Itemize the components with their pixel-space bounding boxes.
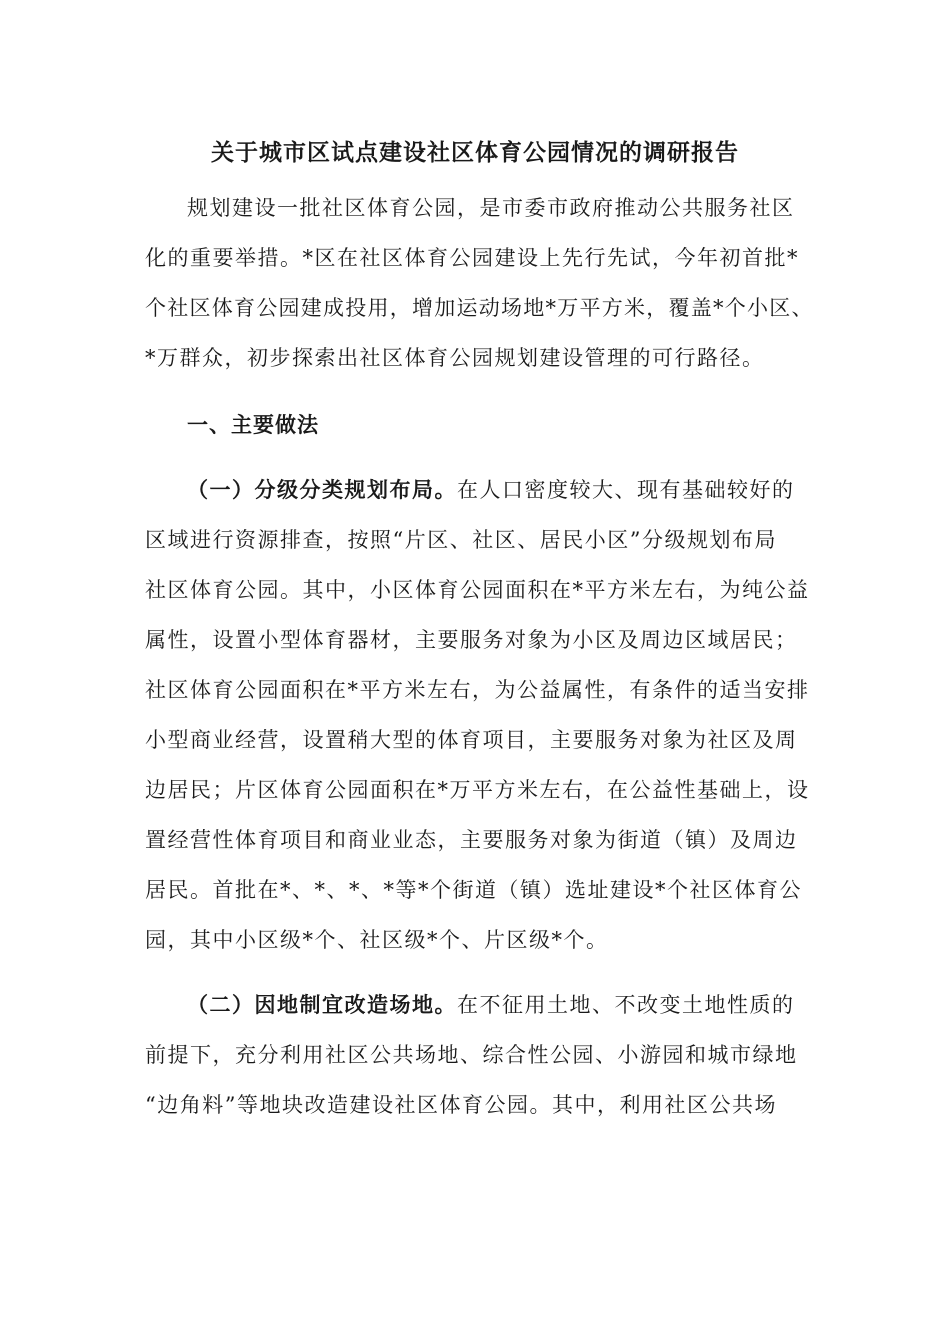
subsection-1-first-line <box>187 470 795 510</box>
subsection-1-line-5: 社区体育公园面积在*平方米左右，为公益属性，有条件的适当安排 <box>145 678 810 702</box>
subsection-1-lead: （一）分级分类规划布局。 <box>187 477 457 502</box>
subsection-1-line-10: 园，其中小区级*个、社区级*个、片区级*个。 <box>145 928 609 952</box>
intro-line-4: *万群众，初步探索出社区体育公园规划建设管理的可行路径。 <box>145 346 765 370</box>
page-title: 关于城市区试点建设社区体育公园情况的调研报告 <box>211 139 739 166</box>
subsection-1-line-8: 置经营性体育项目和商业业态，主要服务对象为街道（镇）及周边 <box>145 828 798 852</box>
subsection-1-line-4: 属性，设置小型体育器材，主要服务对象为小区及周边区域居民； <box>145 628 798 652</box>
subsection-1-line-6: 小型商业经营，设置稍大型的体育项目，主要服务对象为社区及周 <box>145 728 798 752</box>
intro-line-2: 化的重要举措。*区在社区体育公园建设上先行先试，今年初首批* <box>145 246 799 270</box>
subsection-2-first-line-rest: 在不征用土地、不改变土地性质的 <box>457 993 795 1017</box>
subsection-2-line-2: 前提下，充分利用社区公共场地、综合性公园、小游园和城市绿地 <box>145 1043 798 1067</box>
subsection-1-line-3: 社区体育公园。其中，小区体育公园面积在*平方米左右，为纯公益 <box>145 578 810 602</box>
subsection-1-line-2: 区域进行资源排查，按照“片区、社区、居民小区”分级规划布局 <box>145 528 777 552</box>
subsection-1-line-7: 边居民；片区体育公园面积在*万平方米左右，在公益性基础上，设 <box>145 778 810 802</box>
subsection-2-lead: （二）因地制宜改造场地。 <box>187 992 457 1017</box>
subsection-2-line-3: “边角料”等地块改造建设社区体育公园。其中，利用社区公共场 <box>145 1093 777 1117</box>
intro-line-3: 个社区体育公园建成投用，增加运动场地*万平方米，覆盖*个小区、 <box>145 296 814 320</box>
intro-line-1: 规划建设一批社区体育公园，是市委市政府推动公共服务社区 <box>187 196 795 220</box>
section-heading-1: 一、主要做法 <box>187 412 319 437</box>
subsection-2-first-line <box>187 985 795 1025</box>
subsection-1-first-line-rest: 在人口密度较大、现有基础较好的 <box>457 478 795 502</box>
subsection-1-line-9: 居民。首批在*、*、*、*等*个街道（镇）选址建设*个社区体育公 <box>145 878 802 902</box>
